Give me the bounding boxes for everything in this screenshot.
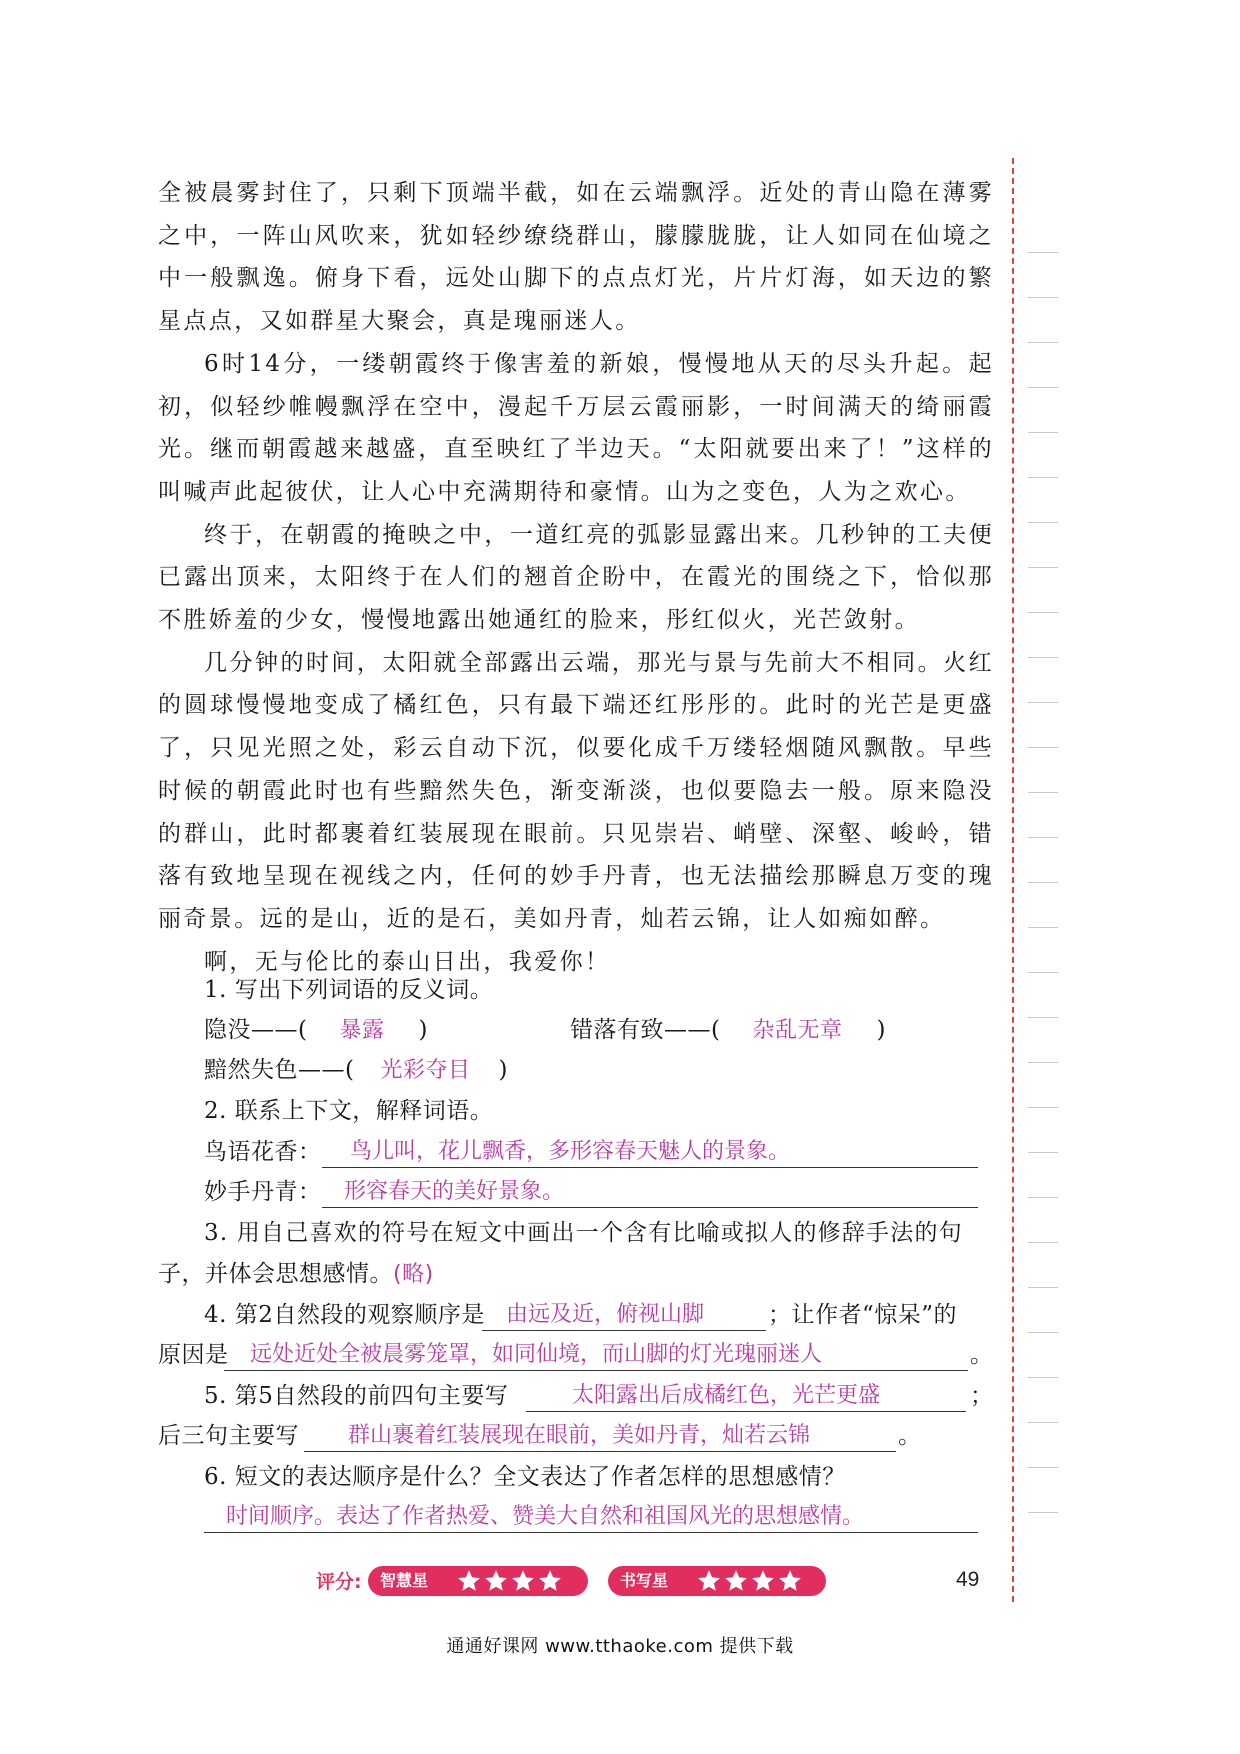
question-2-prompt: 2. 联系上下文，解释词语。 xyxy=(204,1098,494,1124)
paragraph: 终于，在朝霞的掩映之中，一道红亮的弧影显露出来。几秒钟的工夫便已露出顶来，太阳终于在人们的翘首企盼中，在霞光的围绕之下，恰似那不胜娇羞的少女，慢慢地露出她通红的脸来，彤红似火，光芒敛射。 xyxy=(158,521,994,634)
margin-tick xyxy=(1028,1197,1058,1198)
question-3-line-2 xyxy=(158,1259,434,1290)
question-text: 子，并体会思想感情。 xyxy=(158,1261,393,1287)
paragraph: 6时14分，一缕朝霞终于像害羞的新娘，慢慢地从天的尽头升起。起初，似轻纱帷幔飘浮在空中，漫起千万层云霞丽影，一时间满天的绮丽霞光。继而朝霞越来越盛，直至映红了半边天。“太阳就要出来了！”这样的叫喊声此起彼伏，让人心中充满期待和豪情。山为之变色，人为之欢心。 xyxy=(158,350,994,505)
writing-star-label: 书写星 xyxy=(620,1571,669,1590)
margin-dashed-line xyxy=(1012,158,1014,1602)
margin-tick xyxy=(1028,1242,1058,1243)
star-icon[interactable] xyxy=(750,1568,776,1594)
answer-line xyxy=(322,1177,978,1208)
bracket: ) xyxy=(418,1017,428,1043)
margin-tick xyxy=(1028,1332,1058,1333)
question-1-prompt: 1. 写出下列词语的反义词。 xyxy=(204,977,494,1003)
margin-tick xyxy=(1028,1467,1058,1468)
margin-tick xyxy=(1028,702,1058,703)
answer: 暴露 xyxy=(339,1018,385,1043)
writing-stars xyxy=(696,1568,826,1594)
margin-tick xyxy=(1028,252,1058,253)
margin-tick xyxy=(1028,567,1058,568)
question-5-prompt: 5. 第5自然段的前四句主要写 xyxy=(204,1383,509,1409)
word-label: 黯然失色——( xyxy=(204,1057,355,1083)
paragraph: 啊，无与伦比的泰山日出，我爱你！ xyxy=(204,948,611,975)
question-2-word-2: 妙手丹青： xyxy=(204,1179,322,1205)
question-4-prompt: 4. 第2自然段的观察顺序是 xyxy=(204,1302,485,1328)
page-number: 49 xyxy=(956,1568,980,1591)
wisdom-star-label: 智慧星 xyxy=(380,1571,429,1590)
question-1-item-2 xyxy=(570,1015,886,1046)
margin-tick xyxy=(1028,747,1058,748)
margin-tick xyxy=(1028,882,1058,883)
answer: 时间顺序。表达了作者热爱、赞美大自然和祖国风光的思想感情。 xyxy=(226,1504,865,1529)
answer: 太阳露出后成橘红色，光芒更盛 xyxy=(572,1383,881,1408)
writing-star-badge xyxy=(608,1566,826,1596)
punctuation: ； xyxy=(970,1383,994,1409)
question-2-word-1: 鸟语花香： xyxy=(204,1139,322,1165)
margin-tick xyxy=(1028,432,1058,433)
reading-passage xyxy=(158,172,994,983)
bracket: ) xyxy=(876,1017,886,1043)
score-label: 评分: xyxy=(316,1571,362,1593)
margin-tick xyxy=(1028,387,1058,388)
star-icon[interactable] xyxy=(723,1568,749,1594)
margin-tick xyxy=(1028,297,1058,298)
margin-tick xyxy=(1028,972,1058,973)
footer-credit: 通通好课网 www.tthaoke.com 提供下载 xyxy=(446,1636,794,1657)
answer: 群山裹着红装展现在眼前，美如丹青，灿若云锦 xyxy=(348,1423,811,1448)
answer-line xyxy=(204,1502,978,1533)
question-6-prompt: 6. 短文的表达顺序是什么？全文表达了作者怎样的思想感情？ xyxy=(204,1464,846,1490)
answer: 杂乱无章 xyxy=(752,1018,843,1043)
margin-tick xyxy=(1028,792,1058,793)
bracket: ) xyxy=(498,1057,508,1083)
star-icon[interactable] xyxy=(456,1568,482,1594)
star-icon[interactable] xyxy=(777,1568,803,1594)
answer-line xyxy=(322,1137,978,1168)
answer-line xyxy=(304,1421,896,1452)
question-5-prompt-2: 后三句主要写 xyxy=(158,1423,299,1449)
word-label: 错落有致——( xyxy=(570,1017,721,1043)
answer: 鸟儿叫，花儿飘香，多形容春天魅人的景象。 xyxy=(350,1139,791,1164)
wisdom-star-badge xyxy=(368,1566,588,1596)
answer: 由远及近，俯视山脚 xyxy=(506,1302,705,1327)
punctuation: 。 xyxy=(970,1342,994,1368)
margin-tick xyxy=(1028,1062,1058,1063)
question-4-prompt-2: 原因是 xyxy=(158,1342,229,1368)
question-1-item-3 xyxy=(204,1055,508,1086)
answer: (略) xyxy=(393,1262,434,1287)
question-4-mid: ；让作者“惊呆”的 xyxy=(768,1302,958,1328)
margin-tick xyxy=(1028,1287,1058,1288)
margin-tick xyxy=(1028,522,1058,523)
margin-tick xyxy=(1028,837,1058,838)
answer-line xyxy=(526,1381,966,1412)
margin-tick xyxy=(1028,342,1058,343)
star-icon[interactable] xyxy=(537,1568,563,1594)
question-3-line-1: 3. 用自己喜欢的符号在短文中画出一个含有比喻或拟人的修辞手法的句 xyxy=(204,1220,963,1246)
margin-tick xyxy=(1028,1152,1058,1153)
answer: 光彩夺目 xyxy=(380,1058,471,1083)
margin-tick xyxy=(1028,1512,1058,1513)
star-icon[interactable] xyxy=(483,1568,509,1594)
answer: 形容春天的美好景象。 xyxy=(344,1179,565,1204)
answer-line xyxy=(482,1300,766,1331)
star-icon[interactable] xyxy=(510,1568,536,1594)
word-label: 隐没——( xyxy=(204,1017,308,1043)
answer: 远处近处全被晨雾笼罩，如同仙境，而山脚的灯光瑰丽迷人 xyxy=(250,1342,823,1367)
star-icon[interactable] xyxy=(696,1594,722,1620)
margin-tick xyxy=(1028,657,1058,658)
paragraph: 全被晨雾封住了，只剩下顶端半截，如在云端飘浮。近处的青山隐在薄雾之中，一阵山风吹来，犹如轻纱缭绕群山，朦朦胧胧，让人如同在仙境之中一般飘逸。俯身下看，远处山脚下的点点灯光，片片灯海，如天边的繁星点点，又如群星大聚会，真是瑰丽迷人。 xyxy=(158,180,994,335)
margin-tick xyxy=(1028,1017,1058,1018)
margin-tick xyxy=(1028,1422,1058,1423)
margin-tick xyxy=(1028,612,1058,613)
punctuation: 。 xyxy=(898,1423,922,1449)
question-1-item-1 xyxy=(204,1015,428,1046)
star-icon[interactable] xyxy=(696,1568,722,1594)
answer-line xyxy=(224,1340,968,1371)
margin-tick xyxy=(1028,1377,1058,1378)
margin-tick xyxy=(1028,477,1058,478)
paragraph: 几分钟的时间，太阳就全部露出云端，那光与景与先前大不相同。火红的圆球慢慢地变成了橘红色，只有最下端还红彤彤的。此时的光芒是更盛了，只见光照之处，彩云自动下沉，似要化成千万缕轻烟随风飘散。早些时候的朝霞此时也有些黯然失色，渐变渐淡，也似要隐去一般。原来隐没的群山，此时都裹着红装展现在眼前。只见崇岩、峭壁、深壑、峻岭，错落有致地呈现在视线之内，任何的妙手丹青，也无法描绘那瞬息万变的瑰丽奇景。远的是山，近的是石，美如丹青，灿若云锦，让人如痴如醉。 xyxy=(158,649,994,932)
margin-tick xyxy=(1028,927,1058,928)
margin-tick xyxy=(1028,1107,1058,1108)
wisdom-stars xyxy=(456,1568,588,1594)
star-icon[interactable] xyxy=(456,1594,482,1620)
